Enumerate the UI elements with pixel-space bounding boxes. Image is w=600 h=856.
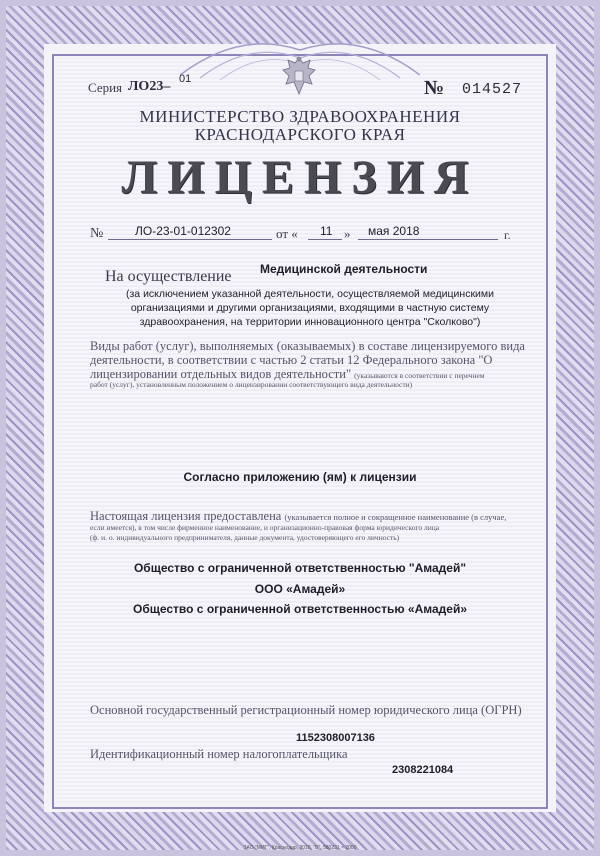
organization-full-name: Общество с ограниченной ответственностью "Амадей"	[133, 561, 467, 575]
month-underline	[358, 239, 498, 240]
organization-short-name: ООО «Амадей»	[254, 582, 346, 596]
day-underline	[308, 239, 342, 240]
printer-imprint: ЗАО "МИГ", Краснодар, 2018, "Б", 580231 × 2000	[243, 845, 357, 851]
ministry-line-1: МИНИСТЕРСТВО ЗДРАВООХРАНЕНИЯ	[139, 107, 461, 126]
ogrn-value: 1152308007136	[296, 732, 375, 744]
granted-line-1	[90, 509, 506, 524]
license-number-sign: №	[90, 226, 104, 241]
blank-number: 014527	[462, 81, 523, 98]
series-label: Серия	[88, 80, 123, 95]
number-sign: №	[424, 77, 445, 99]
document-title: ЛИЦЕНЗИЯ	[121, 151, 479, 204]
activity-label: На осуществление	[105, 268, 232, 285]
date-from-label: от «	[276, 226, 298, 241]
inn-label: Идентификационный номер налогоплательщика	[90, 747, 348, 761]
works-line-3-small: (указываются в соответствии с перечнем	[354, 371, 485, 380]
license-number-underline	[108, 239, 272, 240]
license-month-year: мая 2018	[368, 224, 420, 238]
works-value: Согласно приложению (ям) к лицензии	[183, 470, 417, 484]
date-close-quote: »	[344, 226, 351, 241]
activity-note-line-1: (за исключением указанной деятельности, осуществляемой медицинскими	[126, 288, 494, 300]
year-suffix: г.	[504, 228, 511, 242]
series-suffix: 01	[179, 73, 192, 85]
works-line-2: деятельности, в соответствии с частью 2 статьи 12 Федерального закона "О	[90, 353, 493, 367]
granted-line-2: если имеется), в том числе фирменное наименование, и организационно-правовая форма юридического лица	[90, 523, 440, 532]
granted-line-1-small: (указывается полное и сокращенное наименование (в случае,	[284, 512, 507, 522]
granted-line-3: (ф. и. о. индивидуального предпринимателя, данные документа, удостоверяющего его личность)	[90, 533, 400, 542]
granted-line-1-main: Настоящая лицензия предоставлена	[90, 509, 282, 523]
works-line-3-main: лицензировании отдельных видов деятельности"	[90, 367, 352, 381]
works-line-4: работ (услуг), установленным положением о лицензировании соответствующего вида деятельности)	[90, 380, 413, 389]
works-line-1: Виды работ (услуг), выполняемых (оказываемых) в составе лицензируемого вида	[90, 339, 525, 353]
ogrn-label: Основной государственный регистрационный номер юридического лица (ОГРН)	[90, 703, 522, 717]
ministry-line-2: КРАСНОДАРСКОГО КРАЯ	[194, 125, 406, 144]
license-number: ЛО-23-01-012302	[135, 224, 231, 238]
series-value: ЛО23–	[128, 79, 171, 94]
organization-full-name-2: Общество с ограниченной ответственностью «Амадей»	[132, 602, 468, 616]
activity-note-line-2: организациями и другими организациями, входящими в частную систему	[130, 302, 490, 314]
coat-of-arms-icon	[280, 54, 318, 98]
license-day: 11	[320, 224, 333, 238]
activity-value: Медицинской деятельности	[260, 262, 428, 276]
inn-value: 2308221084	[392, 764, 454, 776]
activity-note-line-3: здравоохранения, на территории инновационного центра "Сколково")	[139, 316, 481, 328]
